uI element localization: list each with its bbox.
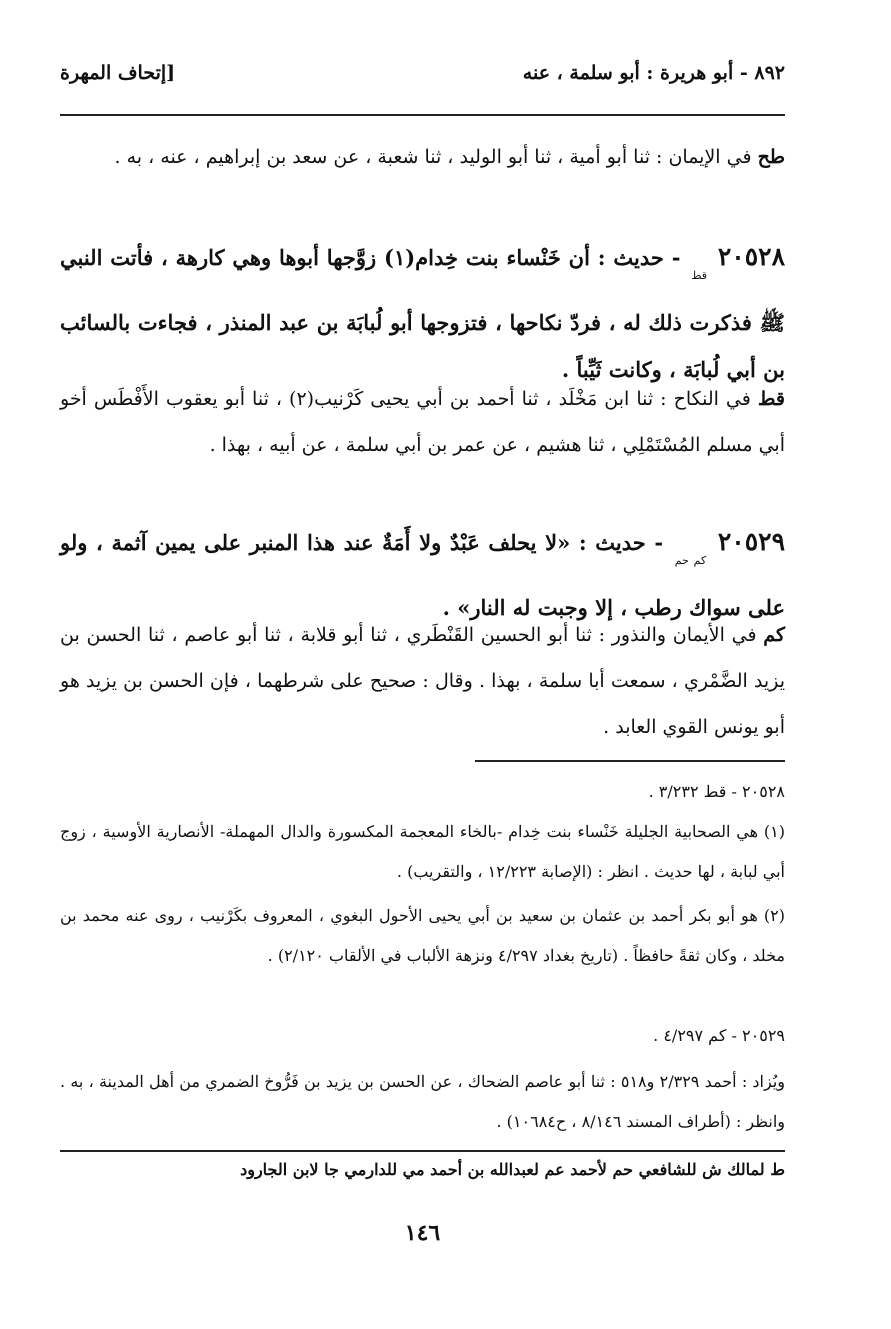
footnote-addition: ويُزاد : أحمد ٢/٣٢٩ و٥١٨ : ثنا أبو عاصم الضحاك ، عن الحسن بن يزيد بن فَرُّوخ الضمري من أهل المدينة ، به . وانظر : (أطراف المسند ٨/١٤٦ ، ح١٠٦٨٤) . [60, 1072, 786, 1131]
header-title: ٨٩٢ - أبو هريرة : أبو سلمة ، عنه [522, 62, 785, 84]
hadith-sigla: قط [691, 269, 708, 282]
hadith-number: ٢٠٥٢٩ [717, 527, 785, 556]
page-number: ١٤٦ [404, 1220, 441, 1246]
paragraph-source-3 [60, 612, 785, 750]
paragraph-source-1 [60, 134, 785, 180]
source-siglum: طح [757, 146, 785, 168]
paragraph-text: في النكاح : ثنا ابن مَخْلَد ، ثنا أحمد بن أبي يحيى كَرْنيب(٢) ، ثنا أبو يعقوب الأَفْطَس أخو أبي مسلم المُسْتَمْلِي ، ثنا هشيم ، عن عمر بن أبي سلمة ، عن أبيه ، بهذا . [60, 388, 785, 456]
footnote-ref-20528: ٢٠٥٢٨ - قط ٣/٢٣٢ . [648, 782, 785, 801]
abbreviation-key: ط لمالك ش للشافعي حم لأحمد عم لعبدالله بن أحمد مي للدارمي جا لابن الجارود [240, 1160, 785, 1179]
paragraph-source-2 [60, 376, 785, 468]
source-siglum: كم [763, 624, 785, 646]
paragraph-text: في الأيمان والنذور : ثنا أبو الحسين القَنْطَري ، ثنا أبو قلابة ، ثنا أبو عاصم ، ثنا الحسن بن يزيد الضَّمْري ، سمعت أبا سلمة ، بهذا . وقال : صحيح على شرطهما ، فإن الحسن بن يزيد هو أبو يونس القوي العابد . [60, 624, 785, 738]
hadith-entry-20528 [60, 233, 785, 393]
source-siglum: قط [757, 388, 785, 410]
document-page [60, 50, 785, 1310]
footnote-1: (١) هي الصحابية الجليلة خَنْساء بنت خِدام -بالخاء المعجمة المكسورة والدال المهملة- الأنصارية الأوسية ، زوج أبي لبابة ، لها حديث . انظر : (الإصابة ١٢/٢٢٣ ، والتقريب) . [60, 822, 785, 881]
paragraph-text: في الإيمان : ثنا أبو أمية ، ثنا أبو الوليد ، ثنا شعبة ، عن سعد بن إبراهيم ، عنه ، به . [114, 146, 752, 168]
hadith-number: ٢٠٥٢٨ [717, 242, 786, 271]
hadith-text: - حديث : «لا يحلف عَبْدٌ ولا أَمَةٌ عند هذا المنبر على يمين آثمة ، ولو على سواك رطب ، إلا وجبت له النار» . [60, 530, 785, 620]
footnote-2: (٢) هو أبو بكر أحمد بن عثمان بن سعيد بن أبي يحيى الأحول البغوي ، المعروف بكَرْنيب ، روى عنه محمد بن مخلد ، وكان ثقةً حافظاً . (تاريخ بغداد ٤/٢٩٧ ونزهة الألباب في الألقاب ٢/١٢٠) . [60, 906, 785, 965]
footnote-separator [475, 760, 785, 762]
header-book-title: [إتحاف المهرة [60, 62, 176, 84]
header-rule [60, 114, 785, 116]
footnote-ref-20529: ٢٠٥٢٩ - كم ٤/٢٩٧ . [653, 1026, 785, 1045]
hadith-text: - حديث : أن خَنْساء بنت خِدام(١) زوَّجها أبوها وهي كارهة ، فأتت النبي ﷺ فذكرت ذلك له ، فردّ نكاحها ، فتزوجها أبو لُبابَة بن عبد المنذر ، فجاءت بالسائب بن أبي لُبابَة ، وكانت ثَيِّباً . [60, 245, 785, 382]
running-header [60, 62, 785, 92]
hadith-sigla: كم حم [674, 554, 707, 567]
bottom-rule [60, 1150, 785, 1152]
